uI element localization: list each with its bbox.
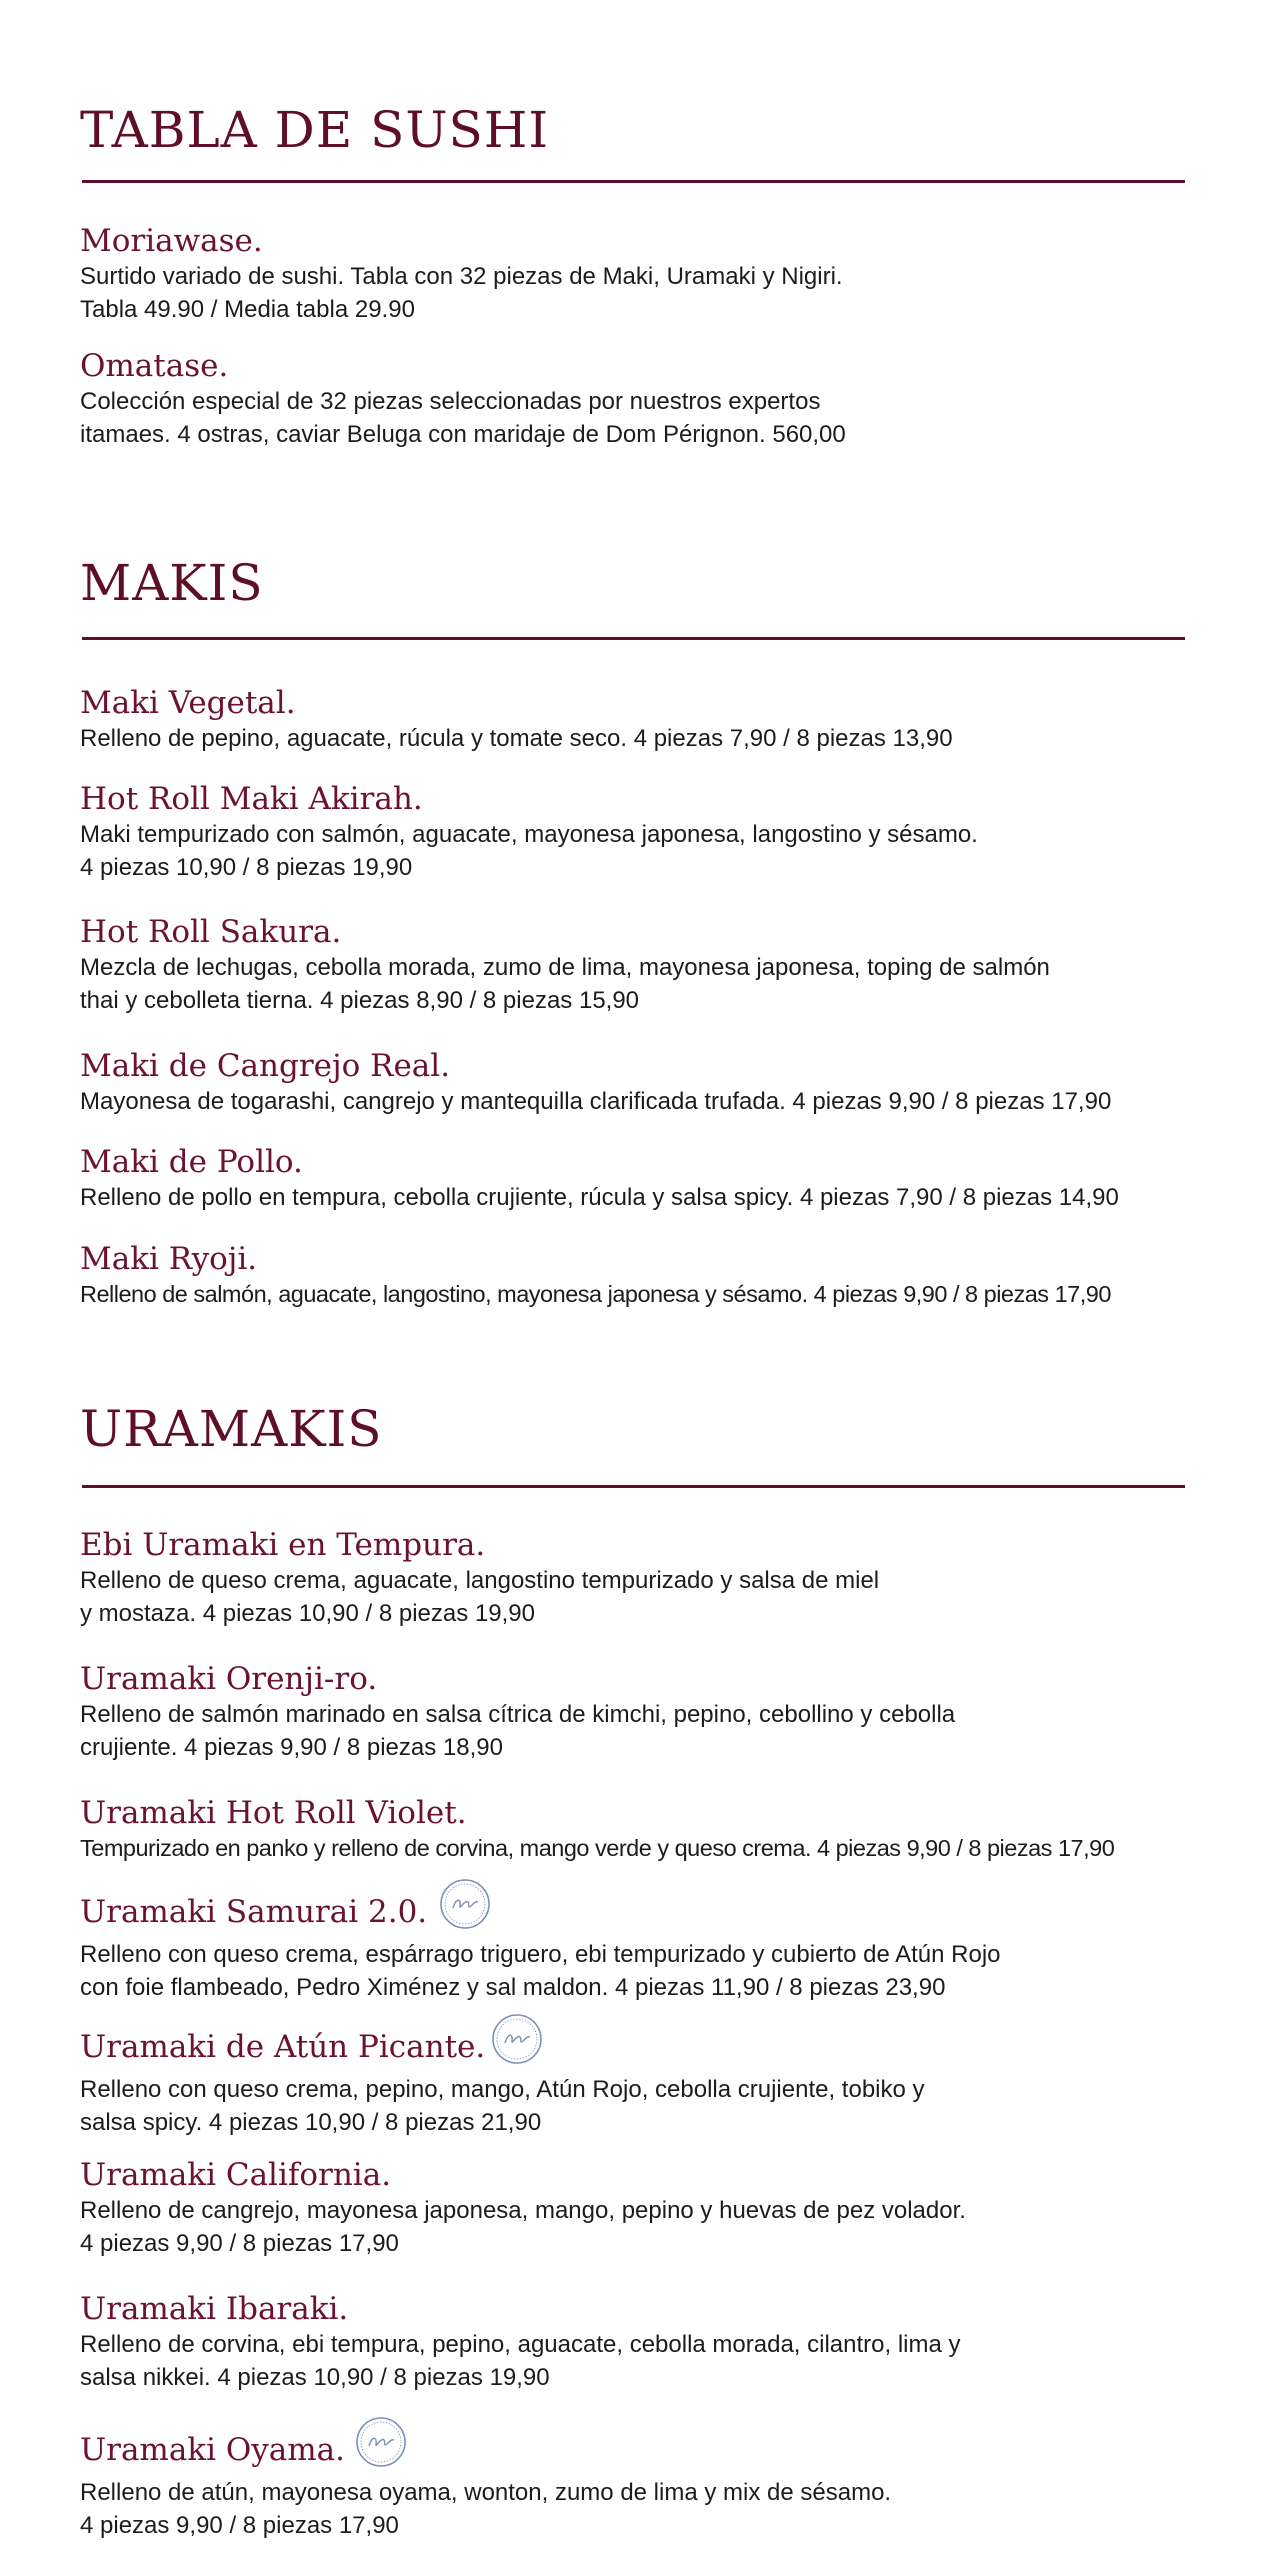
section-title: TABLA DE SUSHI xyxy=(80,101,550,159)
item-name-row xyxy=(80,1886,1230,1938)
menu-item xyxy=(80,1143,1230,1214)
menu-item xyxy=(80,2290,1230,2394)
item-description: Relleno de atún, mayonesa oyama, wonton, zumo de lima y mix de sésamo. 4 piezas 9,90 / 8 piezas 17,90 xyxy=(80,2479,892,2539)
section-sushi xyxy=(80,100,1190,183)
menu-item xyxy=(80,347,1230,451)
item-description: Relleno de salmón marinado en salsa cítrica de kimchi, pepino, cebollino y cebolla crujiente. 4 piezas 9,90 / 8 piezas 18,90 xyxy=(80,1701,956,1761)
item-name: Uramaki de Atún Picante. xyxy=(80,2029,486,2065)
item-description: Relleno de queso crema, aguacate, langostino tempurizado y salsa de miel y mostaza. 4 piezas 10,90 / 8 piezas 19,90 xyxy=(80,1567,880,1627)
item-name-row xyxy=(80,2021,1230,2073)
menu-item xyxy=(80,1794,1230,1865)
menu-item xyxy=(80,1240,1230,1311)
menu-item xyxy=(80,2156,1230,2260)
item-description: Tempurizado en panko y relleno de corvina, mango verde y queso crema. 4 piezas 9,90 / 8 piezas 17,90 xyxy=(80,1835,1115,1861)
item-name: Uramaki California. xyxy=(80,2157,392,2193)
section-title: URAMAKIS xyxy=(80,1400,383,1458)
item-name: Uramaki Samurai 2.0. xyxy=(80,1894,428,1930)
section-title: MAKIS xyxy=(80,554,264,612)
menu-item xyxy=(80,1526,1230,1630)
item-name: Moriawase. xyxy=(80,223,263,259)
chef-signature-seal-icon xyxy=(491,2013,543,2065)
section-divider xyxy=(82,180,1185,183)
item-description: Maki tempurizado con salmón, aguacate, mayonesa japonesa, langostino y sésamo. 4 piezas 10,90 / 8 piezas 19,90 xyxy=(80,821,978,881)
chef-signature-seal-icon xyxy=(355,2416,407,2468)
item-description: Relleno de cangrejo, mayonesa japonesa, mango, pepino y huevas de pez volador. 4 piezas 9,90 / 8 piezas 17,90 xyxy=(80,2197,966,2257)
item-description: Relleno con queso crema, espárrago triguero, ebi tempurizado y cubierto de Atún Rojo con foie flambeado, Pedro Ximénez y sal maldon. 4 piezas 11,90 / 8 piezas 23,90 xyxy=(80,1941,1001,2001)
item-name: Maki Ryoji. xyxy=(80,1241,258,1277)
item-name: Maki Vegetal. xyxy=(80,685,296,721)
item-description: Relleno de pollo en tempura, cebolla crujiente, rúcula y salsa spicy. 4 piezas 7,90 / 8 piezas 14,90 xyxy=(80,1184,1119,1211)
item-name: Uramaki Ibaraki. xyxy=(80,2291,349,2327)
item-description: Relleno con queso crema, pepino, mango, Atún Rojo, cebolla crujiente, tobiko y salsa spicy. 4 piezas 10,90 / 8 piezas 21,90 xyxy=(80,2076,925,2136)
item-name: Uramaki Orenji-ro. xyxy=(80,1661,378,1697)
item-description: Surtido variado de sushi. Tabla con 32 piezas de Maki, Uramaki y Nigiri. Tabla 49.90 / Media tabla 29.90 xyxy=(80,263,843,323)
chef-signature-seal-icon xyxy=(439,1878,491,1930)
menu-item xyxy=(80,2021,1230,2139)
section-makis xyxy=(80,553,1190,640)
section-divider xyxy=(82,1485,1185,1488)
item-description: Mayonesa de togarashi, cangrejo y mantequilla clarificada trufada. 4 piezas 9,90 / 8 piezas 17,90 xyxy=(80,1088,1112,1115)
item-name-row xyxy=(80,2424,1230,2476)
item-description: Relleno de salmón, aguacate, langostino, mayonesa japonesa y sésamo. 4 piezas 9,90 / 8 piezas 17,90 xyxy=(80,1281,1111,1307)
item-name: Uramaki Oyama. xyxy=(80,2432,345,2468)
item-description: Relleno de pepino, aguacate, rúcula y tomate seco. 4 piezas 7,90 / 8 piezas 13,90 xyxy=(80,725,953,752)
item-name: Ebi Uramaki en Tempura. xyxy=(80,1527,486,1563)
menu-item xyxy=(80,1886,1230,2004)
item-name: Maki de Pollo. xyxy=(80,1144,303,1180)
item-name: Omatase. xyxy=(80,348,229,384)
item-name: Uramaki Hot Roll Violet. xyxy=(80,1795,467,1831)
item-description: Relleno de corvina, ebi tempura, pepino, aguacate, cebolla morada, cilantro, lima y salsa nikkei. 4 piezas 10,90 / 8 piezas 19,90 xyxy=(80,2331,961,2391)
section-divider xyxy=(82,637,1185,640)
item-name: Hot Roll Maki Akirah. xyxy=(80,781,423,817)
section-uramakis xyxy=(80,1399,1190,1488)
menu-item xyxy=(80,222,1230,326)
menu-item xyxy=(80,913,1230,1017)
menu-item xyxy=(80,1047,1230,1118)
menu-item xyxy=(80,1660,1230,1764)
menu-item xyxy=(80,2424,1230,2542)
menu-item xyxy=(80,780,1230,884)
item-description: Colección especial de 32 piezas seleccionadas por nuestros expertos itamaes. 4 ostras, caviar Beluga con maridaje de Dom Pérignon. 560,00 xyxy=(80,388,846,448)
item-name: Hot Roll Sakura. xyxy=(80,914,342,950)
item-description: Mezcla de lechugas, cebolla morada, zumo de lima, mayonesa japonesa, toping de salmón thai y cebolleta tierna. 4 piezas 8,90 / 8 piezas 15,90 xyxy=(80,954,1050,1014)
menu-item xyxy=(80,684,1230,755)
item-name: Maki de Cangrejo Real. xyxy=(80,1048,451,1084)
